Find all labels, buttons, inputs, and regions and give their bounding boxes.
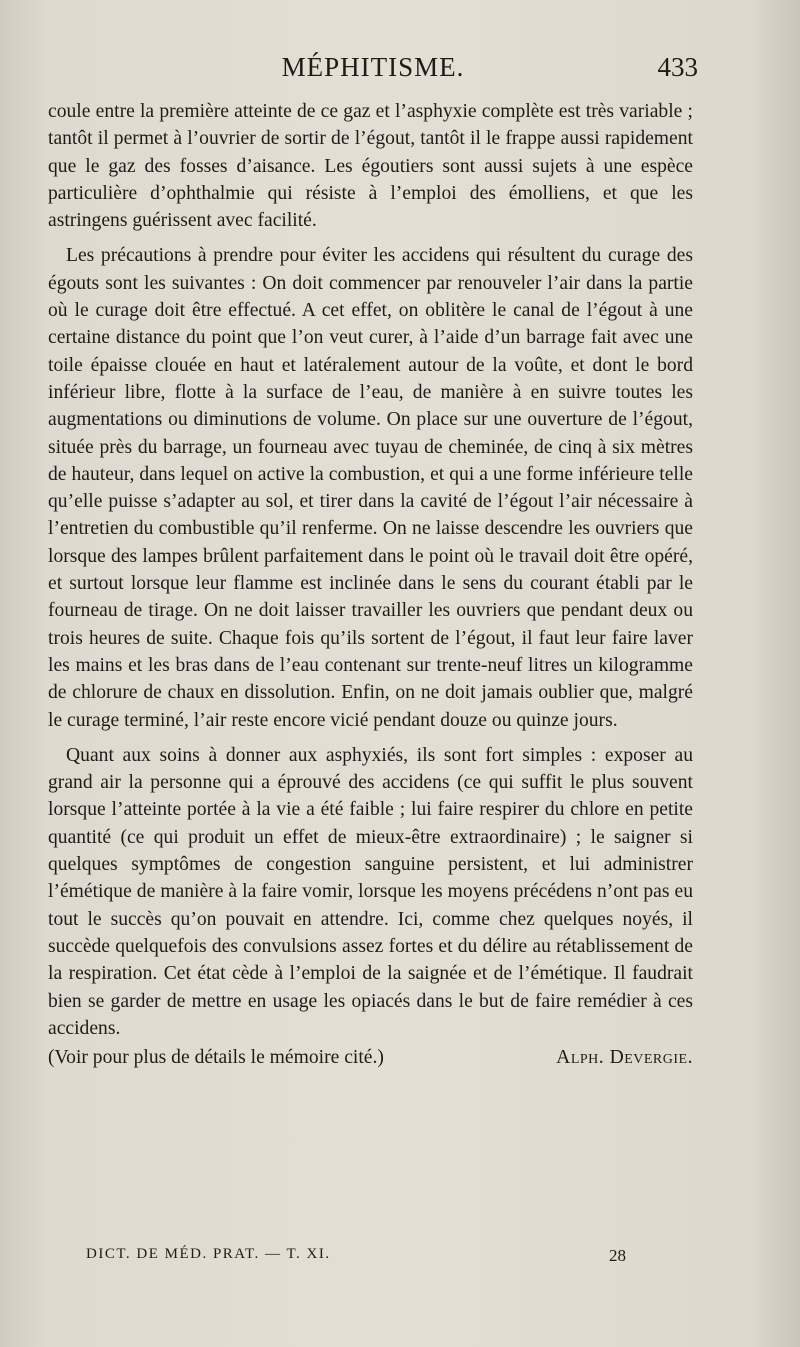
paragraph-continued: coule entre la première atteinte de ce gaz et l’asphyxie complète est très variable ; tantôt il permet à l’ouvrier de sortir de l’égout, tantôt il le frappe aussi rapidement que le gaz des fosses d’aisance. Les égoutiers sont aussi sujets à une espèce particulière d’ophthalmie qui résiste à l’emploi des émolliens, et que les astringens guérissent avec facilité. (48, 101, 693, 232)
body-text (48, 98, 693, 1071)
running-title: MÉPHITISME. (281, 52, 465, 82)
closing-line (48, 1044, 693, 1071)
gathering-number: 28 (609, 1246, 626, 1265)
signature-mark: DICT. DE MÉD. PRAT. — T. XI. (86, 1246, 331, 1262)
page-number: 433 (657, 52, 698, 82)
closing-reference: (Voir pour plus de détails le mémoire cité.) (48, 1047, 384, 1069)
page-footer (86, 1246, 626, 1266)
paragraph-precautions: Les précautions à prendre pour éviter les accidens qui résultent du curage des égouts sont les suivantes : On doit commencer par renouveler l’air dans la partie où le curage doit être effectué. A cet effet, on oblitère le canal de l’égout à une certaine distance du point que l’on veut curer, à l’aide d’un barrage fait avec une toile épaisse clouée en haut et latéralement autour de la voûte, et dont le bord inférieur libre, flotte à la surface de l’eau, de manière à en suivre toutes les augmentations ou diminutions de volume. On place sur une ouverture de l’égout, située près du barrage, un fourneau avec tuyau de cheminée, de cinq à six mètres de hauteur, dans lequel on active la combustion, et qui a une forme inférieure telle qu’elle puisse s’adapter au sol, et tirer dans la cavité de l’égout l’air nécessaire à l’entretien du combustible qu’il renferme. On ne laisse descendre les ouvriers que lorsque des lampes brûlent parfaitement dans le point où le travail doit être opéré, et surtout lorsque leur flamme est inclinée dans le sens du courant établi par le fourneau de tirage. On ne doit laisser travailler les ouvriers que pendant deux ou trois heures de suite. Chaque fois qu’ils sortent de l’égout, il faut leur faire laver les mains et les bras dans de l’eau contenant sur trente-neuf litres un kilogramme de chlorure de chaux en dissolution. Enfin, on ne doit jamais oublier que, malgré le curage terminé, l’air reste encore vicié pendant douze ou quinze jours. (48, 245, 693, 731)
paragraph-treatment: Quant aux soins à donner aux asphyxiés, ils sont fort simples : exposer au grand air la personne qui a éprouvé des accidens (ce qui suffit le plus souvent lorsque l’atteinte portée à la vie a été faible ; lui faire respirer du chlore en petite quantité (ce qui produit un effet de mieux-être extraordinaire) ; le saigner si quelques symptômes de congestion sanguine persistent, et lui administrer l’émétique de manière à la faire vomir, lorsque les moyens précédens n’ont pas eu tout le succès qu’on pouvait en attendre. Ici, comme chez quelques noyés, il succède quelquefois des convulsions assez fortes et du délire au rétablissement de la respiration. Cet état cède à l’emploi de la saignée et de l’émétique. Il faudrait bien se garder de mettre en usage les opiacés dans le but de faire remédier à ces accidens. (48, 744, 693, 1039)
page-header (48, 52, 698, 92)
author-signature: Alph. Devergie. (556, 1047, 693, 1069)
